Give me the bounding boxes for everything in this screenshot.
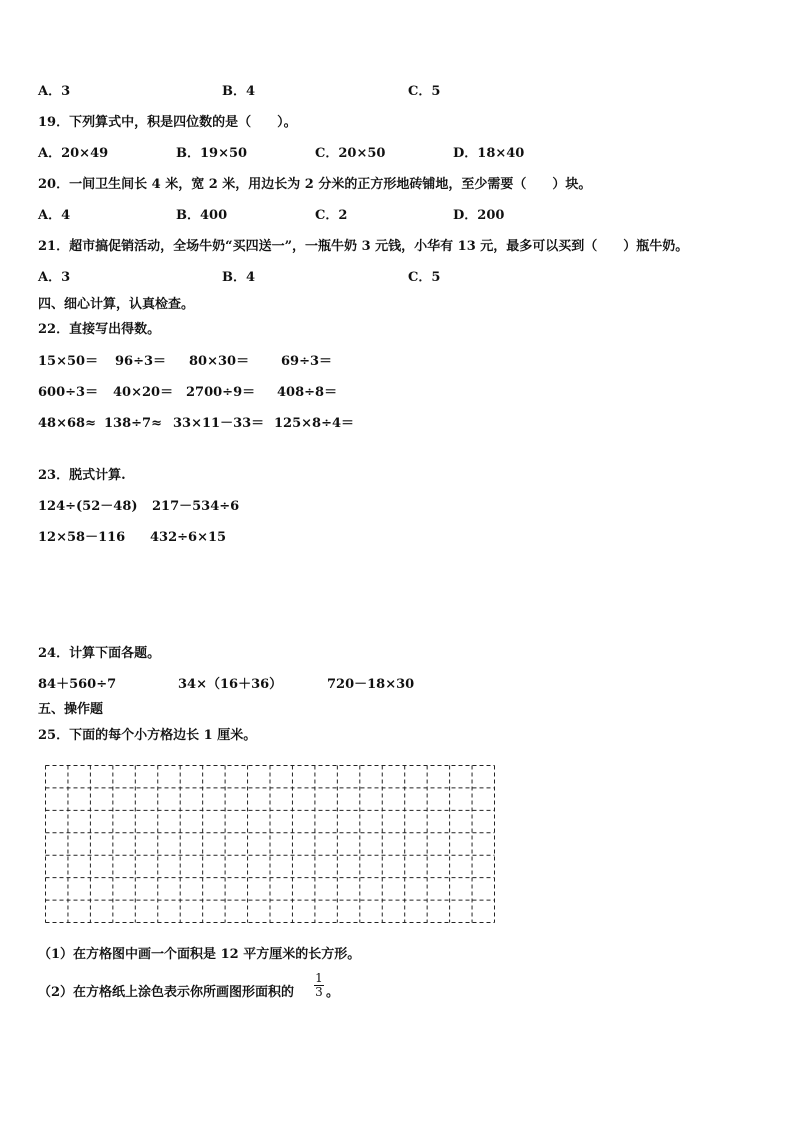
q22-item: 40×20＝: [113, 385, 174, 400]
q25-sub2: [38, 985, 294, 1001]
q22-item: 125×8÷4＝: [274, 416, 355, 431]
q20-stem: 20．一间卫生间长 4 米，宽 2 米，用边长为 2 分米的正方形地砖铺地，至少需要（ ）块。: [38, 177, 592, 192]
q23-stem: 23．脱式计算.: [38, 468, 126, 483]
q22-item: 15×50＝: [38, 354, 99, 369]
square-grid: [45, 765, 495, 923]
q23-item: 217－534÷6: [152, 499, 240, 514]
q24-item: 84＋560÷7: [38, 677, 117, 692]
q18-option-c: C．5: [408, 84, 441, 99]
q21-stem: 21．超市搞促销活动，全场牛奶“买四送一”，一瓶牛奶 3 元钱，小华有 13 元，最多可以买到（ ）瓶牛奶。: [38, 239, 689, 254]
q24-item: 720－18×30: [327, 677, 415, 692]
q20-option-c: C．2: [315, 208, 348, 223]
q22-item: 408÷8＝: [277, 385, 338, 400]
q23-item: 124÷(52－48): [38, 499, 138, 514]
fraction-denominator: 3: [315, 985, 323, 999]
q24-stem: 24．计算下面各题。: [38, 646, 161, 661]
fraction-one-third: [314, 972, 324, 999]
q23-item: 432÷6×15: [150, 530, 227, 545]
q18-option-a: A．3: [38, 84, 71, 99]
q19-option-c: C．20×50: [315, 146, 386, 161]
q22-item: 600÷3＝: [38, 385, 99, 400]
q19-option-d: D．18×40: [453, 146, 525, 161]
q22-item: 80×30＝: [189, 354, 250, 369]
section-5-heading: 五、操作题: [38, 702, 104, 717]
q24-item: 34×（16＋36）: [178, 677, 283, 692]
q18-option-b: B．4: [222, 84, 256, 99]
q22-item: 138÷7≈: [104, 416, 162, 431]
q22-item: 33×11－33＝: [173, 416, 265, 431]
q22-item: 96÷3＝: [115, 354, 167, 369]
q22-item: 48×68≈: [38, 416, 96, 431]
q22-item: 2700÷9＝: [186, 385, 256, 400]
q21-option-c: C．5: [408, 270, 441, 285]
q20-option-a: A．4: [38, 208, 71, 223]
q20-option-b: B．400: [176, 208, 228, 223]
q25-stem: 25．下面的每个小方格边长 1 厘米。: [38, 728, 257, 743]
q21-option-b: B．4: [222, 270, 256, 285]
q23-item: 12×58－116: [38, 530, 126, 545]
q25-sub2-text: （2）在方格纸上涂色表示你所画图形面积的: [38, 985, 295, 1000]
section-4-heading: 四、细心计算，认真检查。: [38, 297, 195, 312]
q19-option-a: A．20×49: [38, 146, 109, 161]
q21-option-a: A．3: [38, 270, 71, 285]
q22-item: 69÷3＝: [281, 354, 333, 369]
q25-sub2-period: 。: [326, 985, 340, 1000]
q25-sub1: （1）在方格图中画一个面积是 12 平方厘米的长方形。: [38, 947, 361, 962]
q19-option-b: B．19×50: [176, 146, 248, 161]
q22-stem: 22．直接写出得数。: [38, 322, 161, 337]
fraction-numerator: 1: [315, 971, 323, 985]
q19-stem: 19．下列算式中，积是四位数的是（ ）。: [38, 115, 297, 130]
q20-option-d: D．200: [453, 208, 505, 223]
